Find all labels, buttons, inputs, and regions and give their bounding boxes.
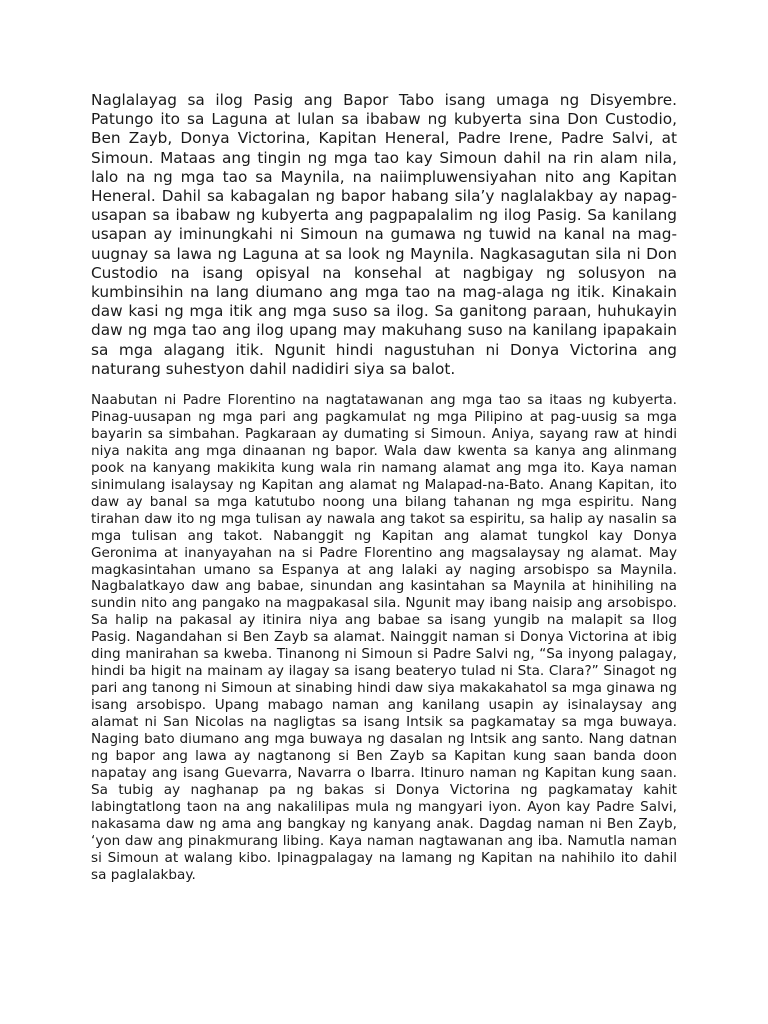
paragraph-1: Naglalayag sa ilog Pasig ang Bapor Tabo isang umaga ng Disyembre. Patungo ito sa Laguna at lulan sa ibabaw ng kubyerta sina Don Custodio, Ben Zayb, Donya Victorina, Kapitan Heneral, Padre Irene, Padre Salvi, at Simoun. Mataas ang tingin ng mga tao kay Simoun dahil na rin alam nila, lalo na ng mga tao sa Maynila, na naiimpluwensiyahan nito ang Kapitan Heneral. Dahil sa kabagalan ng bapor habang sila’y naglalakbay ay napag-usapan sa ibabaw ng kubyerta ang pagpapalalim ng ilog Pasig. Sa kanilang usapan ay iminungkahi ni Simoun na gumawa ng tuwid na kanal na mag-uugnay sa lawa ng Laguna at sa look ng Maynila. Nagkasagutan sila ni Don Custodio na isang opisyal na konsehal at nagbigay ng solusyon na kumbinsihin na lang diumano ang mga tao na mag-alaga ng itik. Kinakain daw kasi ng mga itik ang mga suso sa ilog. Sa ganitong paraan, huhukayin daw ng mga tao ang ilog upang may makuhang suso na kanilang ipapakain sa mga alagang itik. Ngunit hindi nagustuhan ni Donya Victorina ang naturang suhestyon dahil nadidiri siya sa balot. (91, 91, 677, 378)
paragraph-2: Naabutan ni Padre Florentino na nagtatawanan ang mga tao sa itaas ng kubyerta. Pinag-uusapan ng mga pari ang pagkamulat ng mga Pilipino at pag-uusig sa mga bayarin sa simbahan. Pagkaraan ay dumating si Simoun. Aniya, sayang raw at hindi niya nakita ang mga dinaanan ng bapor. Wala daw kwenta sa kanya ang alinmang pook na kanyang makikita kung wala rin namang alamat ang mga ito. Kaya naman sinimulang isalaysay ng Kapitan ang alamat ng Malapad-na-Bato. Anang Kapitan, ito daw ay banal sa mga katutubo noong una bilang tahanan ng mga espiritu. Nang tirahan daw ito ng mga tulisan ay nawala ang takot sa espiritu, sa halip ay nasalin sa mga tulisan ang takot. Nabanggit ng Kapitan ang alamat tungkol kay Donya Geronima at inanyayahan na si Padre Florentino ang magsalaysay ng alamat. May magkasintahan umano sa Espanya at ang lalaki ay naging arsobispo sa Maynila. Nagbalatkayo daw ang babae, sinundan ang kasintahan sa Maynila at hinihiling na sundin nito ang pangako na magpakasal sila. Ngunit may ibang naisip ang arsobispo. Sa halip na pakasal ay itinira niya ang babae sa isang yungib na malapit sa Ilog Pasig. Nagandahan si Ben Zayb sa alamat. Nainggit naman si Donya Victorina at ibig ding manirahan sa kweba. Tinanong ni Simoun si Padre Salvi ng, “Sa inyong palagay, hindi ba higit na mainam ay ilagay sa isang beateryo tulad ni Sta. Clara?” Sinagot ng pari ang tanong ni Simoun at sinabing hindi daw siya makakahatol sa mga ginawa ng isang arsobispo. Upang mabago naman ang kanilang usapin ay isinalaysay ang alamat ni San Nicolas na nagligtas sa isang Intsik sa pagkamatay sa mga buwaya. Naging bato diumano ang mga buwaya ng dasalan ng Intsik ang santo. Nang datnan ng bapor ang lawa ay nagtanong si Ben Zayb sa Kapitan kung saan banda doon napatay ang isang Guevarra, Navarra o Ibarra. Itinuro naman ng Kapitan kung saan. Sa tubig ay naghanap pa ng bakas si Donya Victorina ng pagkamatay kahit labingtatlong taon na ang nakalilipas mula ng mangyari iyon. Ayon kay Padre Salvi, nakasama daw ng ama ang bangkay ng kanyang anak. Dagdag naman ni Ben Zayb, ‘yon daw ang pinakmurang libing. Kaya naman nagtawanan ang iba. Namutla naman si Simoun at walang kibo. Ipinagpalagay na lamang ng Kapitan na nahihilo ito dahil sa paglalakbay. (91, 392, 677, 883)
